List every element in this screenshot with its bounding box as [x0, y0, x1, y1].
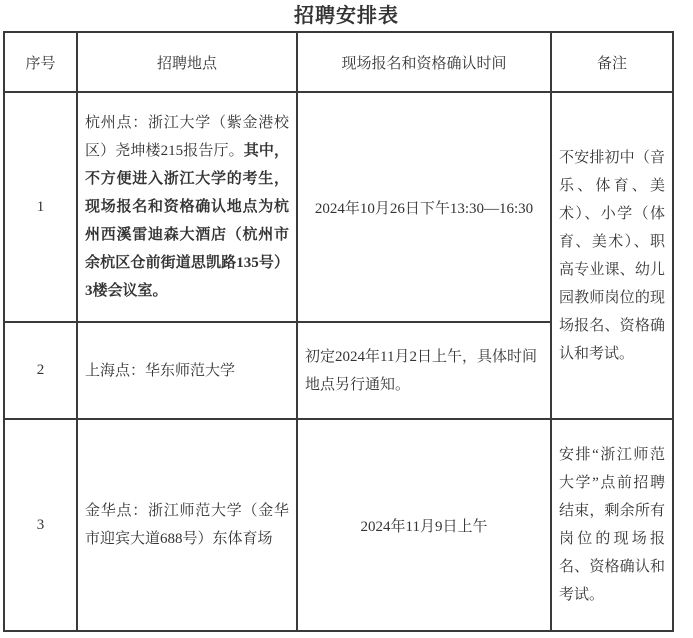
location-text-regular: 杭州点：浙江大学（紫金港校区）尧坤楼215报告厅。	[85, 115, 289, 159]
remark-cell-merged: 不安排初中（音乐、体育、美术）、小学（体育、美术）、职高专业课、幼儿园教师岗位的现场报名、资格确认和考试。	[551, 92, 673, 419]
table-row-jinhua	[4, 419, 673, 631]
header-remarks: 备注	[551, 32, 673, 92]
serial-number-cell: 1	[4, 92, 77, 322]
location-cell: 上海点：华东师范大学	[77, 322, 297, 419]
location-cell: 金华点：浙江师范大学（金华市迎宾大道688号）东体育场	[77, 419, 297, 631]
time-cell: 初定2024年11月2日上午，具体时间地点另行通知。	[297, 322, 551, 419]
time-cell: 2024年10月26日下午13:30—16:30	[297, 92, 551, 322]
table-row-hangzhou	[4, 92, 673, 322]
schedule-table	[3, 31, 674, 632]
table-header-row	[4, 32, 673, 92]
page-title: 招聘安排表	[294, 5, 399, 27]
serial-number-cell: 2	[4, 322, 77, 419]
location-cell	[77, 92, 297, 322]
header-registration-time: 现场报名和资格确认时间	[297, 32, 551, 92]
serial-number-cell: 3	[4, 419, 77, 631]
remark-cell: 安排“浙江师范大学”点前招聘结束，剩余所有岗位的现场报名、资格确认和考试。	[551, 419, 673, 631]
time-cell: 2024年11月9日上午	[297, 419, 551, 631]
header-serial-number: 序号	[4, 32, 77, 92]
header-recruitment-location: 招聘地点	[77, 32, 297, 92]
location-text-bold: 其中，不方便进入浙江大学的考生，现场报名和资格确认地点为杭州西溪雷迪森大酒店（杭州市余杭区仓前街道思凯路135号）3楼会议室。	[85, 143, 289, 299]
